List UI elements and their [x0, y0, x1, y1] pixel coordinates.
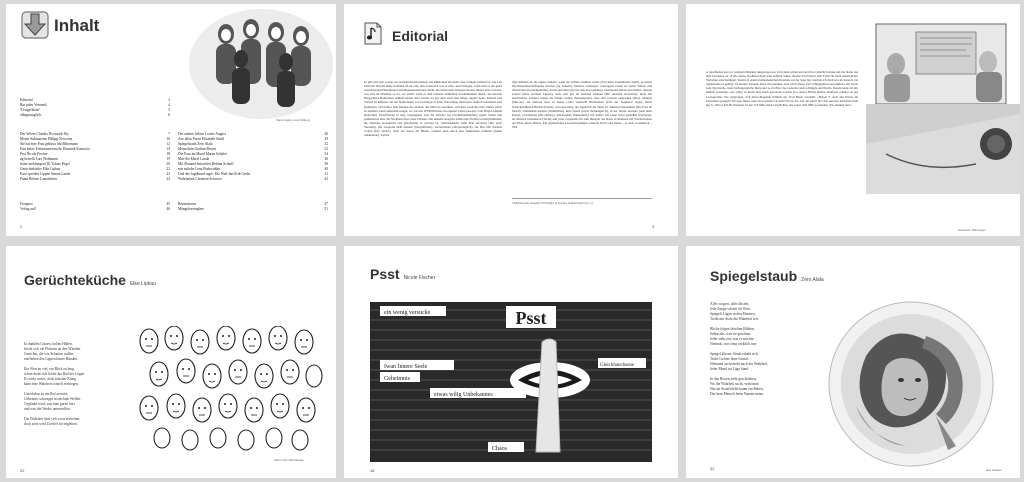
toc-entry[interactable]: Verlag auf! 46 [20, 207, 170, 211]
toc-right-column [178, 132, 328, 182]
choir-ink-illustration [186, 4, 336, 124]
editorial-column-1: Es gibt und gab, soweit wir zurückschauen können, das Phänomen der mehr oder weniger stillen Post. Du Leit redit hin. Durchs Reife kommen d'Leit zam. Das Ganze hat was «Lebts» und Witziges, wenn man es die kräre aussterbenden Hausmeister und Hausmeisterinnen denkt, die neben dem Türspion-Posten immer alles wussten, was sich im Zinshaus so tut, vor allem, wenn es dem tobsusie familiären Zusammenhalt dienst, des manche Burgschlöss-Halbsatzen damich hatten. Das Gerede ist gäv eher auch eine gifige, ungare Seite. Klatsch und Tratsch ist Rafitant, der auf herkrebenes von Gertruppe in enter Wirtschaug seiin kann. Äußern bekanntest und kummend. Sich hinter dem Rücken der anderen das Maul zu zerreißen, sich über Gerüchte über andere selbst zu erhöhen, kann außerdem zeigen, wo wir uns WESENtliches im eigenen Leben passiert. Laut Brigid Althum ikanschlen Waschfrauen in lang vergangener Zeit die Wäsche zur Fleckenbekämpfung gegen Steine und spekulierten über die Nachbarn ihrer jener Flecken. Die aktuelle Ausgabe erhält eine Vielfalt an Möglichkeiten, die amüsant, erstaunlich und gleichzeitig so vertraut ist. Gerüchteküche kann man servieren (Bar jeder Vernunft), mit zweierlei Maß messen (Textgeflüster), verzerrbelten (alltagstauglich), zur Bax hält machen wollen (Der Wirrer), recht nur durch die Blume, sondern auch durch eine Sukkulenta erzählen (meine Sukkulente), welche [364, 80, 502, 138]
toc-bottom-right [178, 202, 328, 212]
stanza: In den Rissen zieht geschrieben, Wo die Wahrheit sucht, verformte, Nur im Staub bleibt kaum ein Reben, Das kein Mensch beim Namen nennt. [710, 377, 765, 396]
toc-entry[interactable]: Fast keine Freimünsten mehr Dominik Kaznoicz 14 [20, 147, 170, 151]
illustration-caption: Eva Haspel [986, 468, 1002, 472]
download-arrow-icon [20, 10, 50, 40]
crowd-faces-sketch [134, 326, 324, 454]
toc-entry[interactable]: Sie hat eine Frau geküsst Ida Märzmann 12 [20, 142, 170, 146]
stanza: Alles wispert, alles flüstert, Jede Zunge schärft ihr Wort, Spiegelt Lügen in den Mustern, Treibt mit Stolz die Wahrheit fort. [710, 302, 759, 321]
snippet-text: Chaos [492, 446, 507, 452]
toc-entry[interactable]: Rezensionen 47 [178, 202, 328, 206]
toc-entry[interactable]: Mut-Sie Marie Landa 36 [178, 157, 328, 161]
page-spiegelstaub [686, 246, 1020, 478]
toc-entry[interactable]: Mit Abstand betrachtet Bettina Scharff 38 [178, 162, 328, 166]
illustration-caption: Maria Valero-Lisa Sittlerg [276, 118, 310, 122]
page-number: 32 [710, 466, 715, 471]
illustration-caption: Zehra Schmidt-Wange [274, 458, 304, 462]
page-geruechtekueche [6, 246, 336, 478]
author-name: Elke Lipkau [129, 281, 156, 287]
snippet-text: etwas wilig Unbekannes [434, 392, 493, 398]
author-name: Nicole Fischer [403, 275, 436, 281]
toc-entry[interactable]: 'Textgeflüster' 5 [20, 108, 170, 112]
toc-entry[interactable]: letzte meldungen (II) Tobias Pegel 20 [20, 162, 170, 166]
toc-entry[interactable]: Aus allen Poren Elisabeth Strittl 29 [178, 137, 328, 141]
tv-interview-sketch [866, 4, 1020, 194]
page-title [24, 272, 156, 288]
toc-entry[interactable]: Und der Jugdhund sagte: Die Welt Jan-Erik Grebe 41 [178, 172, 328, 176]
toc-entry[interactable]: Mängelexemplare 51 [178, 207, 328, 211]
snippet-text: Geheimnis [384, 376, 410, 382]
page-number: 22 [20, 468, 25, 473]
toc-top [20, 98, 170, 118]
page-editorial [344, 4, 678, 236]
toc-entry[interactable]: Spiegelstaub Zero Alala 32 [178, 142, 328, 146]
toc-entry[interactable]: Bar jeder Vernunft 4 [20, 103, 170, 107]
footnote: I Editorial der Ausgabe #70 Kaffee & Kuchen & Rosinenbrot (2, 2) [512, 201, 593, 205]
art-title-text: Psst [515, 308, 547, 328]
illustration-caption: Sandra E. Mareinger [958, 228, 986, 232]
toc-entry[interactable]: Eure spröden Lippen Simon Landa 23 [20, 172, 170, 176]
poem-body [24, 342, 144, 432]
snippet-text: Iwan Innere Seele [384, 364, 428, 370]
toc-entry[interactable]: mir zuliebe Lena Brzbwidder 40 [178, 167, 328, 171]
toc-bottom-left [20, 202, 170, 212]
page-psst [344, 246, 678, 478]
page-number: 18 [370, 468, 375, 473]
story-text: er geschieden und vor wenigen Monaten umgezogen sei. Und dann schaut und spricht er plötzlich Anna und Jan direkt aus dem Fernseher an: «Falls meine Nachbarn mich jetzt zufällig sehen, möchte ich mich in aller Form für mein unmögliches Verhalten entschuldigen. Wenn ich einem mathematischen Problem auf der Spur bin, befinde ich mich wie im Rausch, bis irgendwann es gelingt. Zu meiner Schande muss ich gestehen, dass ich in dieser Zeit richtiggehend verwahrlose, die Nacht zum Tag mache, laute Selbstgespräche führe und ja, im Eifer des Gefechts auch schimpfe und fluche. Darum kann ich mir lebhaft vorstellen, was völlig zu Recht über mich getratscht worden ist.» Anton Handy lächelt. Hektisch schaltet sie auf Lautsprecher. Die aufgeregte, sich überschlagende Stimme der Frau Bauer erschallt: «Haben S' auch den Wirrer im Fernsehen gesehen? Ich sage Ihnen, kein Wort glaube ich dem! Ein Dr. Dr. soll der sein?! Ha! Auf unseren Türschild steht nur G. Wirrer. Ein Hochstapler ist der! Ich fühle mich verpflichtet, das sofort dem ORF zu melden. Was meinen Sie?» [706, 70, 858, 107]
stanza: Ein Wort zu viel, ein Blick zu lang, schon dreht sich leicht das Rad der Lügen. Es wirkt seriös, doch falscher Klang kann eine Wahrheit schnell verbiegen. [24, 367, 86, 386]
page-contents [6, 4, 336, 236]
toc-entry[interactable]: Der andere Irrlinn Louise August 26 [178, 132, 328, 136]
stanza: Die Wahrheit lässt sich zwar erstreiten, doch stets wird Zweifel sie begleiten. [24, 417, 81, 426]
toc-entry[interactable]: Meine Suktunterm Philipp Nowotny 10 [20, 137, 170, 141]
footnote-divider [512, 198, 652, 199]
toc-entry[interactable]: Psst Nicole Fischer 18 [20, 152, 170, 156]
toc-entry[interactable]: Die Frau im Mond Maren Schäfer 34 [178, 152, 328, 156]
snippet-text: Gleichhauchsene [600, 363, 635, 368]
snippet-text: ein wenig versucke [384, 310, 431, 316]
page-title [370, 266, 435, 282]
editorial-column-2: tiger nehmen als die eigene Toilette, wenn die Wände erzählen würde (Fast keine Freimünsten mehr), zu seiner Wochenendbeschäftigung machen (ng bestellt), flüstern, verbiegen, schwappen lassen ist seriös Wellen und unterstellen (Gerüchteküche), durch sprechen (Sie hat eine Frau geküsst), zum Reden haben statt immer eigenen Lieben (Eure spröden Lippen), auch sehr gut im Abstand erlebten (Mit Abstand betrachtet), nicht nur beschreiben, sondern folgen die Kleine sachen (Spiegelstaub), leise und verreckt auspacken (Psst), träumen (Mut-sie), am liebsten leise in meine Liebe vielleicht Buchstaben (Und der Jugdhund sagte), durch beirückelehiteten Bildern (Fama), von oben Oma, die eigentlich die Tante ist, diktieren bekommen (Die Frau im Mond), Wahrheiten nennen (Wahrheiten), kurz fassen (letzte meldungen II), in der Sterne drucken (Aus allen Poren), verschieben (mir zuliebe), aufbauschen (Menschein), mit Koffer auf ronen Sofas genießen (Fernpost), als Musical inszenieren (Verlag auf!) und vorgestellt-bis zum Beispiel das Buch «Liebeleien mit Wurfreformen am Ende dieses Heftes. Ein genüssliches Leseeinvergnügen wünscht Euch oder Ihnen – je nach Gesshmack – dTA [512, 80, 652, 130]
toc-entry[interactable]: Fama Helene Lanschütser 24 [20, 177, 170, 181]
page-story [686, 4, 1020, 236]
stanza: Spiegel klirren, Staub erhebt sich, Trübe Lichter ohne Grund, Niemand sucht mehr nach der Wahrheit, Jeder Mund tut Lüge kund. [710, 352, 768, 371]
toc-entry[interactable]: Menschein Gudrun Breyer 33 [178, 147, 328, 151]
page-title: Inhalt [54, 16, 100, 35]
poem-title: Gerüchteküche [24, 272, 126, 288]
toc-entry[interactable]: Der Wirrer Claudia Dvoracek-Iby 7 [20, 132, 170, 136]
stanza: In dunklen Gassen, hohen Hallen, bricht sich ein Flüstern an den Wänden. Gerüchte, die wie Schatten wallen, entfliehen den Lippen hinter Händen. [24, 342, 82, 361]
toc-entry[interactable]: Gerüchteküche Elke Lipkau 22 [20, 167, 170, 171]
page-title [710, 268, 824, 284]
stanza: Unsichtbar ist ein Ruf zerstört, Geheimes schwappt in seichten Wellen. Geglaubt wird, was man gerne hört und was die Neider unterstellen. [24, 392, 82, 411]
stanza: Blicke folgen falschen Bildern, Sehen das, was sie geschaut, Jeder sieht nur, was er möchte, Niemals, was einst wirklich war. [710, 327, 757, 346]
page-number: 3 [652, 224, 655, 229]
page-title: Editorial [392, 28, 449, 44]
music-note-icon [362, 20, 384, 46]
poem-title: Spiegelstaub [710, 268, 798, 284]
toc-entry[interactable]: Editorial 3 [20, 98, 170, 102]
toc-entry[interactable]: Fernpost 45 [20, 202, 170, 206]
blackout-poem-artwork [370, 302, 652, 462]
toc-entry[interactable]: alltagstauglich. 6 [20, 113, 170, 117]
toc-left-column [20, 132, 170, 182]
poem-title: Psst [370, 266, 400, 282]
page-number: 2 [20, 224, 23, 229]
toc-entry[interactable]: ng bestellt Lars Wohmann 19 [20, 157, 170, 161]
mirror-portrait-collage [826, 296, 996, 472]
poem-body [710, 302, 830, 402]
toc-entry[interactable]: Wahrheiten Christian Schwerz 43 [178, 177, 328, 181]
author-name: Zero Alala [801, 277, 824, 283]
